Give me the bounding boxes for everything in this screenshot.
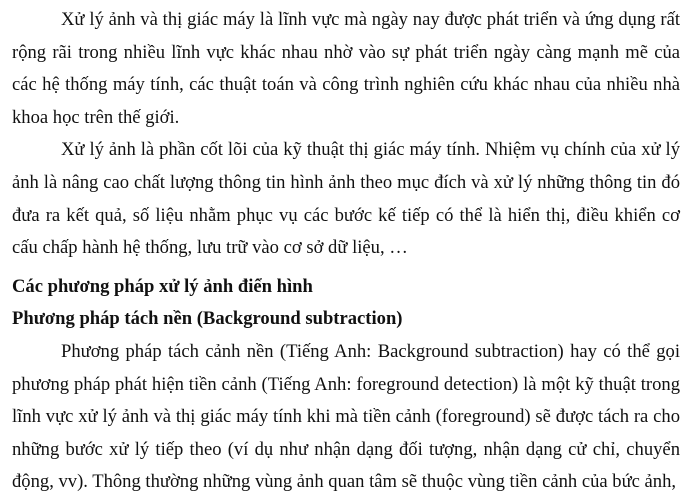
- section-heading: Các phương pháp xử lý ảnh điển hình: [12, 275, 313, 297]
- subsection-heading: Phương pháp tách nền (Background subtraction): [12, 308, 403, 330]
- background-subtraction-paragraph: Phương pháp tách cảnh nền (Tiếng Anh: Background subtraction) hay có thể gọi phương pháp phát hiện tiền cảnh (Tiếng Anh: foreground detection) là một kỹ thuật trong lĩnh vực xử lý ảnh và thị giác máy tính khi mà tiền cảnh (foreground) sẽ được tách ra cho những bước xử lý tiếp theo (ví dụ như nhận dạng đối tượng, nhận dạng cử chỉ, chuyển động, vv). Thông thường những vùng ảnh quan tâm sẽ thuộc vùng tiền cảnh của bức ảnh,: [12, 340, 680, 493]
- image-processing-paragraph: Xử lý ảnh là phần cốt lõi của kỹ thuật thị giác máy tính. Nhiệm vụ chính của xử lý ảnh là nâng cao chất lượng thông tin hình ảnh theo mục đích và xử lý những thông tin đó đưa ra kết quả, số liệu nhằm phục vụ các bước kế tiếp có thể là hiển thị, điều khiển cơ cấu chấp hành hệ thống, lưu trữ vào cơ sở dữ liệu, …: [12, 139, 680, 259]
- document-page: [12, 4, 680, 499]
- intro-paragraph: Xử lý ảnh và thị giác máy là lĩnh vực mà ngày nay được phát triển và ứng dụng rất rộng rãi trong nhiều lĩnh vực khác nhau nhờ vào sự phát triển ngày càng mạnh mẽ của các hệ thống máy tính, các thuật toán và công trình nghiên cứu khác nhau của nhiều nhà khoa học trên thế giới.: [12, 9, 680, 128]
